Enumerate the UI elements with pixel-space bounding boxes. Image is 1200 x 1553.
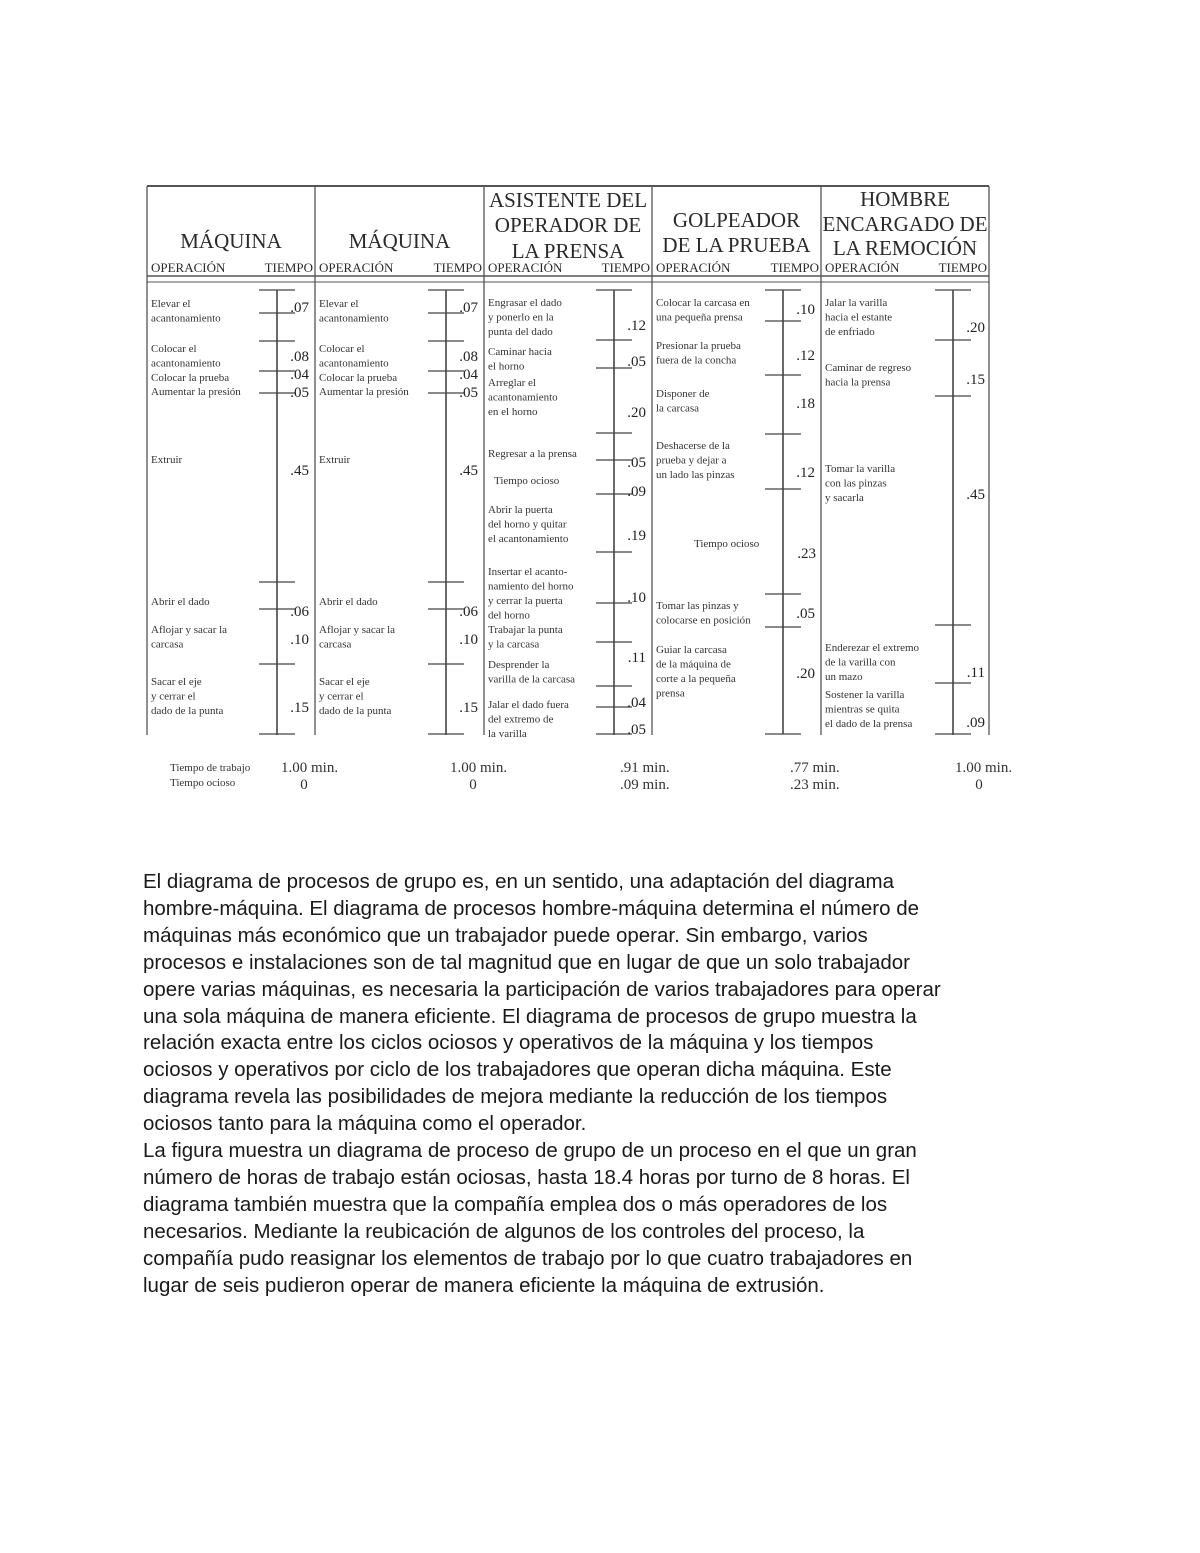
operation-row (151, 386, 241, 398)
operation-row (656, 600, 815, 627)
operation-row (319, 386, 409, 398)
operation-text: Jalar la varilla (825, 297, 888, 309)
time-value: .10 (459, 632, 478, 648)
operation-row (656, 340, 815, 367)
operation-text: Elevar el (151, 298, 191, 310)
time-value: .45 (459, 463, 478, 479)
operation-text: acantonamiento (151, 357, 221, 370)
operation-text: Arreglar el (488, 377, 536, 389)
column-title: HOMBRE (860, 187, 950, 211)
operation-text: acantonamiento (319, 312, 389, 325)
operation-text: Jalar el dado fuera (488, 699, 569, 711)
time-value: .11 (966, 665, 985, 681)
operation-text: fuera de la concha (656, 354, 737, 367)
operation-text: Aflojar y sacar la (151, 624, 228, 636)
operation-row (319, 343, 478, 370)
column-body (656, 290, 816, 734)
operation-text: namiento del horno (488, 580, 574, 593)
operation-row (151, 298, 310, 325)
operation-text: dado de la punta (319, 705, 392, 717)
operation-row (488, 566, 646, 622)
operation-text: Aumentar la presión (151, 386, 241, 398)
column-title: OPERADOR DE (494, 213, 642, 237)
text-line: ociosos tanto para la máquina como el operador. (143, 1112, 587, 1136)
column-title: GOLPEADOR (672, 208, 801, 232)
time-value: .23 (797, 546, 816, 562)
operation-row (151, 454, 309, 479)
operation-label: OPERACIÓN (319, 260, 394, 275)
operation-text: de la máquina de (656, 658, 731, 671)
operation-text: un mazo (825, 671, 863, 683)
operation-text: hacia el estante (825, 311, 893, 324)
column-body (151, 290, 310, 735)
operation-text: acantonamiento (151, 312, 221, 325)
operation-text: de la varilla con (825, 656, 896, 669)
column-header (488, 188, 650, 275)
time-value: .15 (966, 372, 985, 388)
idle-time-label: Tiempo ocioso (170, 777, 236, 789)
operation-row (151, 676, 309, 717)
operation-text: Enderezar el extremo (825, 642, 920, 654)
operation-text: Sostener la varilla (825, 689, 905, 701)
text-line: El diagrama de procesos de grupo es, en un sentido, una adaptación del diagrama (143, 870, 895, 893)
operation-row (694, 538, 816, 562)
operation-row (825, 362, 985, 389)
operation-row (656, 297, 815, 324)
operation-text: dado de la punta (151, 705, 224, 717)
operation-text: un lado las pinzas (656, 469, 735, 481)
time-label: TIEMPO (601, 260, 650, 275)
operation-text: y cerrar la puerta (488, 595, 563, 607)
work-time-total: 1.00 min. (450, 760, 508, 776)
operation-text: con las pinzas (825, 477, 887, 490)
work-time-total: 1.00 min. (955, 760, 1013, 776)
column-body (319, 290, 479, 735)
text-line: máquinas más económico que un trabajador puede operar. Sin embargo, varios (143, 923, 868, 947)
time-value: .05 (796, 606, 815, 622)
text-line: necesarios. Mediante la reubicación de algunos de los controles del proceso, la (143, 1219, 865, 1243)
column-body (825, 290, 985, 735)
idle-time-label: Tiempo ocioso (694, 538, 760, 550)
idle-time-label: Tiempo ocioso (494, 475, 560, 487)
operation-text: Colocar la prueba (151, 372, 230, 384)
operation-row (459, 367, 478, 383)
operation-row (290, 367, 309, 383)
operation-row (825, 689, 985, 731)
idle-time-total: 0 (975, 777, 983, 793)
operation-text: el horno (488, 360, 525, 373)
time-label: TIEMPO (264, 260, 313, 275)
operation-text: y cerrar el (319, 690, 364, 703)
text-line: procesos e instalaciones son de tal magnitud que en lugar de que un solo trabajador (143, 950, 910, 974)
time-label: TIEMPO (938, 260, 987, 275)
operation-text: Sacar el eje (151, 676, 202, 688)
time-value: .45 (290, 463, 309, 479)
operation-row (825, 642, 985, 683)
operation-text: Presionar la prueba (656, 340, 741, 352)
operation-text: corte a la pequeña (656, 673, 736, 685)
operation-text: prueba y dejar a (656, 454, 727, 467)
operation-text: Sacar el eje (319, 676, 370, 688)
time-value: .06 (459, 604, 478, 620)
operation-row (656, 388, 815, 415)
operation-text: el acantonamiento (488, 533, 569, 545)
time-value: .19 (627, 528, 646, 544)
operation-text: Aflojar y sacar la (319, 624, 396, 636)
operation-row (151, 343, 309, 370)
text-line: La figura muestra un diagrama de proceso de grupo de un proceso en el que un gran (143, 1139, 917, 1163)
column-title: MÁQUINA (180, 229, 282, 253)
time-value: .08 (459, 349, 478, 365)
column-title: ENCARGADO DE (822, 212, 988, 236)
body-text (143, 869, 1073, 1300)
operation-row (151, 624, 309, 651)
time-value: .12 (796, 348, 815, 364)
operation-label: OPERACIÓN (825, 260, 900, 275)
operation-row (319, 676, 478, 717)
text-line: relación exacta entre los ciclos ociosos y operativos de la máquina y los tiempos (143, 1031, 874, 1055)
operation-row (825, 297, 985, 338)
operation-row (825, 463, 985, 504)
time-value: .10 (796, 302, 815, 318)
operation-text: Tomar las pinzas y (656, 600, 739, 612)
time-value: .05 (627, 455, 646, 471)
operation-text: del extremo de (488, 713, 554, 726)
time-value: .15 (459, 700, 478, 716)
operation-text: Colocar la carcasa en (656, 297, 750, 309)
time-value: .07 (459, 300, 478, 316)
operation-text: Guiar la carcasa (656, 644, 727, 656)
time-value: .09 (627, 484, 646, 500)
operation-text: y la carcasa (488, 638, 540, 651)
operation-text: Colocar el (319, 343, 365, 355)
operation-text: colocarse en posición (656, 614, 751, 627)
operation-row (151, 596, 310, 620)
column-header (151, 229, 313, 275)
time-label: TIEMPO (433, 260, 482, 275)
operation-text: Trabajar la punta (488, 624, 563, 636)
operation-text: y ponerlo en la (488, 311, 554, 324)
operation-text: carcasa (319, 638, 352, 651)
time-value: .10 (290, 632, 309, 648)
operation-text: la varilla (488, 728, 527, 740)
operation-label: OPERACIÓN (488, 260, 563, 275)
time-value: .05 (290, 385, 309, 401)
operation-row (656, 440, 815, 481)
time-value: .05 (459, 385, 478, 401)
time-value: .05 (627, 354, 646, 370)
operation-text: Aumentar la presión (319, 386, 409, 398)
operation-text: Disponer de (656, 388, 710, 400)
time-value: .20 (966, 320, 985, 336)
paragraph (143, 1138, 1073, 1299)
column-title: MÁQUINA (348, 229, 451, 253)
operation-text: varilla de la carcasa (488, 673, 576, 686)
operation-text: mientras se quita (825, 703, 900, 716)
operation-text: acantonamiento (319, 357, 389, 370)
operation-text: carcasa (151, 638, 184, 651)
operation-text: una pequeña prensa (656, 311, 743, 324)
idle-time-total: .23 min. (790, 777, 840, 793)
time-value: .45 (966, 487, 985, 503)
idle-time-total: 0 (469, 777, 477, 793)
operation-text: Extruir (151, 454, 183, 466)
time-value: .12 (796, 465, 815, 481)
operation-row (488, 504, 646, 545)
time-value: .08 (290, 349, 309, 365)
time-value: .20 (627, 405, 646, 421)
operation-text: Desprender la (488, 659, 550, 671)
operation-text: Insertar el acanto- (488, 566, 568, 578)
operation-text: prensa (656, 687, 685, 700)
time-value: .04 (459, 367, 478, 383)
operation-text: el dado de la prensa (825, 718, 913, 730)
operation-text: acantonamiento (488, 391, 558, 404)
operation-row (319, 624, 478, 651)
column-body (488, 290, 647, 740)
operation-text: Abrir el dado (319, 596, 378, 608)
operation-label: OPERACIÓN (656, 260, 731, 275)
column-title: LA REMOCIÓN (832, 236, 978, 260)
time-value: .11 (627, 650, 646, 666)
column-title: ASISTENTE DEL (488, 188, 648, 212)
text-line: ociosos y operativos por ciclo de los trabajadores que operan dicha máquina. Este (143, 1058, 892, 1082)
operation-text: del horno (488, 609, 530, 622)
time-value: .12 (627, 318, 646, 334)
time-value: .15 (290, 700, 309, 716)
column-header (656, 208, 819, 275)
paragraph (143, 869, 1073, 1138)
operation-text: Extruir (319, 454, 351, 466)
time-value: .04 (290, 367, 309, 383)
operation-text: Regresar a la prensa (488, 448, 577, 460)
operation-text: del horno y quitar (488, 518, 567, 531)
time-value: .10 (627, 590, 646, 606)
work-time-total: .77 min. (790, 760, 840, 776)
time-value: .20 (796, 666, 815, 682)
operation-text: en el horno (488, 406, 538, 418)
work-time-label: Tiempo de trabajo (170, 762, 251, 774)
text-line: número de horas de trabajo están ociosas, hasta 18.4 horas por turno de 8 horas. El (143, 1165, 910, 1189)
operation-text: Colocar el (151, 343, 197, 355)
idle-time-total: .09 min. (620, 777, 670, 793)
text-line: diagrama revela las posibilidades de mejora mediante la reducción de los tiempos (143, 1085, 888, 1109)
operation-text: Colocar la prueba (319, 372, 398, 384)
operation-row (494, 475, 646, 500)
time-label: TIEMPO (770, 260, 819, 275)
operation-text: Abrir la puerta (488, 504, 553, 516)
time-value: .09 (966, 715, 985, 731)
operation-text: Caminar hacia (488, 346, 552, 358)
column-header (822, 187, 987, 275)
text-line: lugar de seis pudieron operar de manera eficiente la máquina de extrusión. (143, 1273, 825, 1297)
operation-text: Abrir el dado (151, 596, 210, 608)
time-value: .06 (290, 604, 309, 620)
column-header (319, 229, 482, 275)
operation-text: punta del dado (488, 326, 553, 338)
operation-row (319, 596, 479, 620)
column-title: LA PRENSA (511, 239, 625, 263)
operation-text: Engrasar el dado (488, 297, 562, 309)
operation-text: Caminar de regreso (825, 362, 912, 374)
column-title: DE LA PRUEBA (662, 233, 811, 257)
operation-text: Tomar la varilla (825, 463, 896, 475)
operation-text: y sacarla (825, 492, 864, 504)
operation-text: Deshacerse de la (656, 440, 730, 452)
operation-text: y cerrar el (151, 690, 196, 703)
operation-row (319, 298, 479, 325)
text-line: compañía pudo reasignar los elementos de trabajo por lo que cuatro trabajadores en (143, 1246, 913, 1270)
operation-row (488, 377, 646, 421)
operation-row (319, 454, 478, 479)
text-line: opere varias máquinas, es necesaria la participación de varios trabajadores para operar (143, 977, 941, 1001)
text-line: diagrama también muestra que la compañía emplea dos o más operadores de los (143, 1192, 888, 1216)
time-value: .05 (627, 722, 646, 738)
idle-time-total: 0 (300, 777, 308, 793)
operation-text: hacia la prensa (825, 376, 891, 389)
text-line: una sola máquina de manera eficiente. El diagrama de procesos de grupo muestra la (143, 1004, 917, 1028)
time-value: .07 (290, 300, 309, 316)
operation-text: de enfriado (825, 326, 875, 338)
operation-text: Elevar el (319, 298, 359, 310)
time-value: .18 (796, 396, 815, 412)
operation-row (488, 297, 646, 338)
work-time-total: .91 min. (620, 760, 670, 776)
text-line: hombre-máquina. El diagrama de procesos hombre-máquina determina el número de (143, 896, 919, 920)
operation-text: la carcasa (656, 402, 700, 415)
operation-row (656, 644, 815, 700)
work-time-total: 1.00 min. (281, 760, 339, 776)
time-value: .04 (627, 695, 646, 711)
operation-label: OPERACIÓN (151, 260, 226, 275)
